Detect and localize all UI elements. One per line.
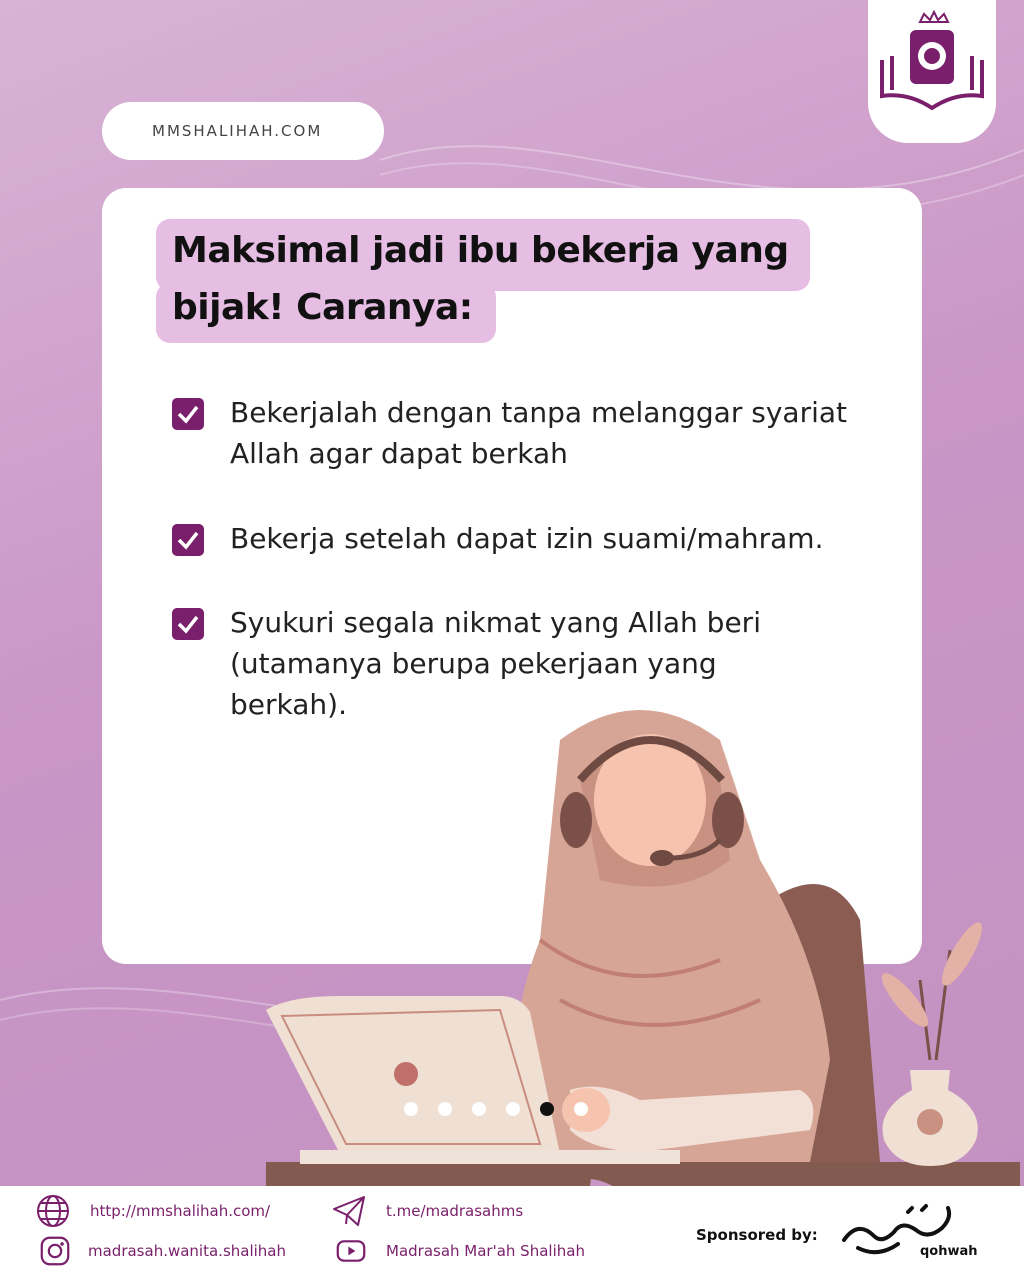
qohwah-calligraphy-logo-icon [838,1200,978,1270]
youtube-channel[interactable]: Madrasah Mar'ah Shalihah [386,1242,585,1260]
footer-website[interactable] [36,1194,270,1228]
footer-telegram[interactable] [332,1194,523,1228]
footer-instagram[interactable] [40,1236,286,1266]
list-item-text: Bekerjalah dengan tanpa melanggar syariat Allah agar dapat berkah [230,396,847,470]
card-title-line-1: Maksimal jadi ibu bekerja yang [172,230,789,271]
sponsor-name: qohwah [920,1244,978,1259]
instagram-handle[interactable]: madrasah.wanita.shalihah [88,1242,286,1260]
pager-dot[interactable] [404,1102,418,1116]
site-label: MMSHALIHAH.COM [152,122,323,140]
telegram-icon [332,1194,366,1228]
pager-dot[interactable] [472,1102,486,1116]
website-link[interactable]: http://mmshalihah.com/ [90,1202,271,1220]
footer-youtube[interactable] [336,1236,585,1266]
pager-dot-active[interactable] [540,1102,554,1116]
pager-dot[interactable] [574,1102,588,1116]
pager-dot[interactable] [438,1102,452,1116]
sponsor-logo [838,1200,978,1270]
pager-dot[interactable] [506,1102,520,1116]
sponsored-label: Sponsored by: [696,1226,818,1244]
card-title-line-2: bijak! Caranya: [172,287,473,328]
instagram-icon [40,1236,70,1266]
list-item-text: Bekerja setelah dapat izin suami/mahram. [230,522,824,555]
youtube-icon [336,1236,366,1266]
globe-icon [36,1194,70,1228]
telegram-link[interactable]: t.me/madrasahms [386,1202,524,1220]
list-item-text: Syukuri segala nikmat yang Allah beri (utamanya berupa pekerjaan yang berkah). [230,606,761,721]
